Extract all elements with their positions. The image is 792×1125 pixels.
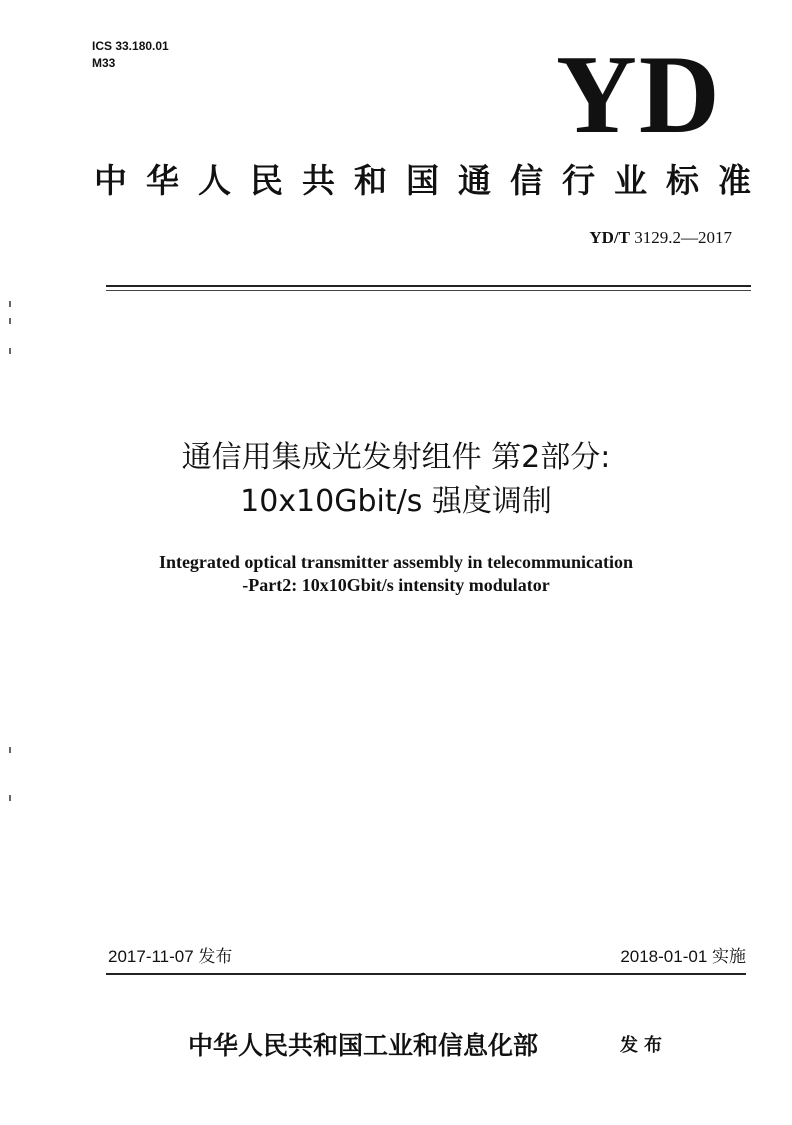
- scan-mark: [9, 301, 11, 307]
- header-divider-thin: [106, 290, 751, 291]
- ics-code: ICS 33.180.01: [92, 39, 169, 53]
- document-title-chinese: [60, 436, 732, 524]
- issuing-authority: 中华人民共和国工业和信息化部: [188, 1031, 539, 1060]
- effective-date: 2018-01-01 实施: [620, 947, 746, 966]
- title-en-line2: -Part2: 10x10Gbit/s intensity modulator: [242, 575, 550, 595]
- title-cn-line2: 10x10Gbit/s 强度调制: [240, 484, 552, 519]
- standard-code: [520, 227, 732, 249]
- title-en-line1: Integrated optical transmitter assembly in telecommunication: [158, 552, 634, 572]
- scan-mark: [9, 795, 11, 801]
- scan-mark: [9, 747, 11, 753]
- scan-mark: [9, 348, 11, 354]
- standard-code-number: 3129.2—2017: [634, 228, 732, 247]
- yd-logo: YD: [556, 33, 722, 157]
- publish-date: 2017-11-07 发布: [108, 947, 233, 966]
- footer-divider: [106, 973, 746, 975]
- issue-label: 发布: [620, 1035, 668, 1056]
- scan-mark: [9, 318, 11, 324]
- classification-block: [92, 38, 169, 72]
- header-divider-thick: [106, 285, 751, 287]
- standard-code-prefix: YD/T: [589, 228, 630, 247]
- document-title-english: [60, 551, 732, 597]
- standard-name: 中华人民共和国通信行业标准: [94, 161, 770, 200]
- title-cn-line1: 通信用集成光发射组件 第2部分:: [181, 440, 611, 475]
- class-code: M33: [92, 56, 116, 70]
